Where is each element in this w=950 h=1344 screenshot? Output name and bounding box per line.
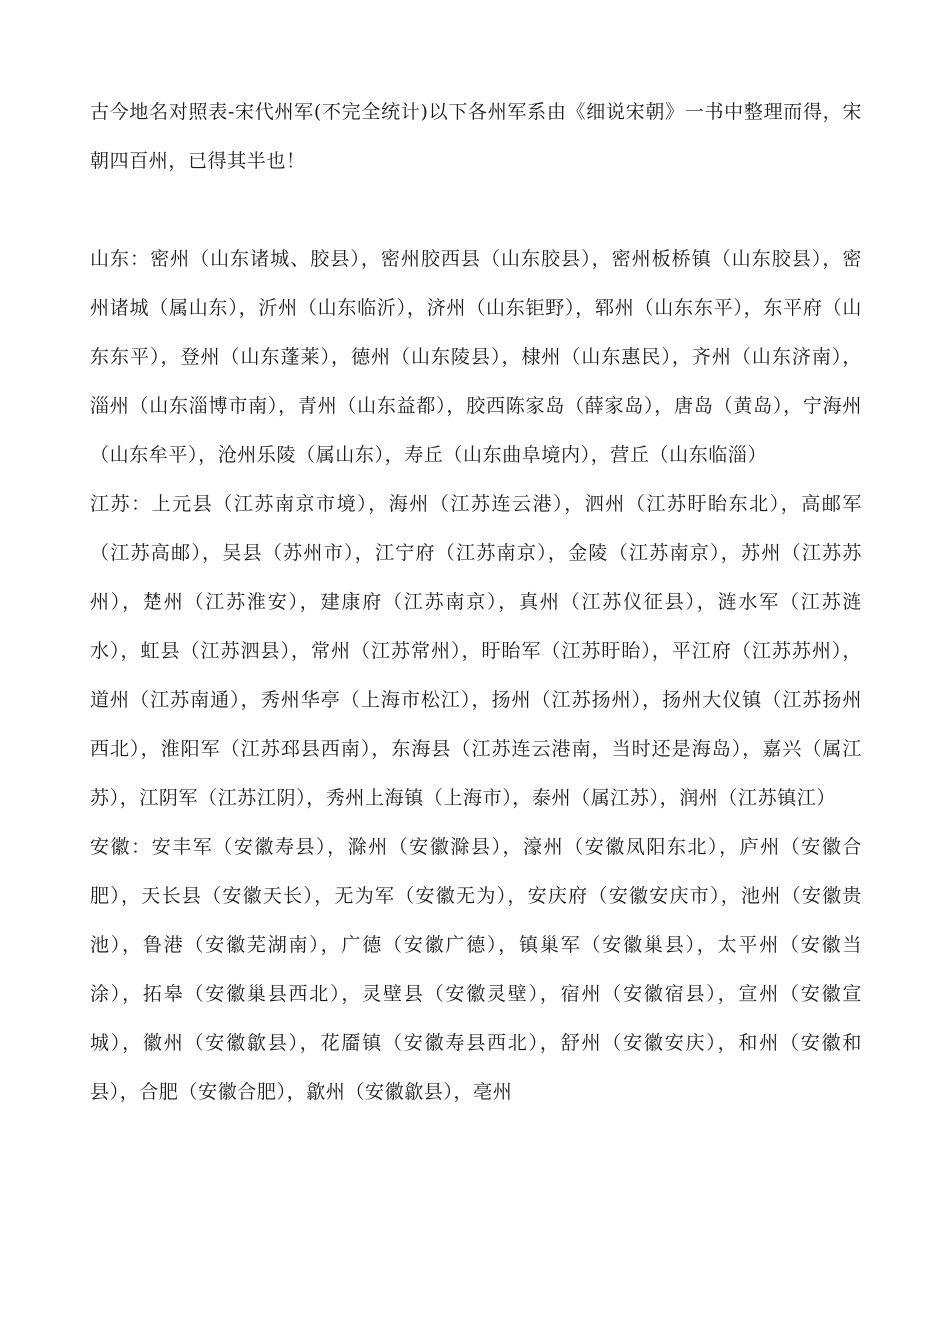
section-anhui: 安徽：安丰军（安徽寿县），滁州（安徽滁县），濠州（安徽凤阳东北），庐州（安徽合肥），天长县（安徽天长），无为军（安徽无为），安庆府（安徽安庆市），池州（安徽贵池），鲁港（安徽芜湖南），广德（安徽广德），镇巢军（安徽巢县），太平州（安徽当涂），拓皋（安徽巢县西北），灵壁县（安徽灵壁），宿州（安徽宿县），宣州（安徽宣城），徽州（安徽歙县），花靥镇（安徽寿县西北），舒州（安徽安庆），和州（安徽和县），合肥（安徽合肥），歙州（安徽歙县），亳州: [90, 836, 862, 1103]
section-jiangsu: 江苏：上元县（江苏南京市境），海州（江苏连云港），泗州（江苏盱眙东北），高邮军（江苏高邮），吴县（苏州市），江宁府（江苏南京），金陵（江苏南京），苏州（江苏苏州），楚州（江苏淮安），建康府（江苏南京），真州（江苏仪征县），涟水军（江苏涟水），虹县（江苏泗县），常州（江苏常州），盱眙军（江苏盱眙），平江府（江苏苏州），道州（江苏南通），秀州华亭（上海市松江），扬州（江苏扬州），扬州大仪镇（江苏扬州西北），淮阳军（江苏邳县西南），东海县（江苏连云港南，当时还是海岛），嘉兴（属江苏），江阴军（江苏江阴），秀州上海镇（上海市），泰州（属江苏），润州（江苏镇江）: [90, 493, 862, 809]
section-shandong: 山东：密州（山东诸城、胶县），密州胶西县（山东胶县），密州板桥镇（山东胶县），密州诸城（属山东），沂州（山东临沂），济州（山东钜野），郓州（山东东平），东平府（山东东平），登州（山东蓬莱），德州（山东陵县），棣州（山东惠民），齐州（山东济南），淄州（山东淄博市南），青州（山东益都），胶西陈家岛（薛家岛），唐岛（黄岛），宁海州（山东牟平），沧州乐陵（属山东），寿丘（山东曲阜境内），营丘（山东临淄）: [90, 248, 862, 466]
paragraph-spacer: [90, 186, 862, 235]
document-body: [90, 88, 862, 1117]
intro-paragraph: 古今地名对照表-宋代州军(不完全统计)以下各州军系由《细说宋朝》一书中整理而得，宋朝四百州，已得其半也！: [90, 101, 862, 172]
